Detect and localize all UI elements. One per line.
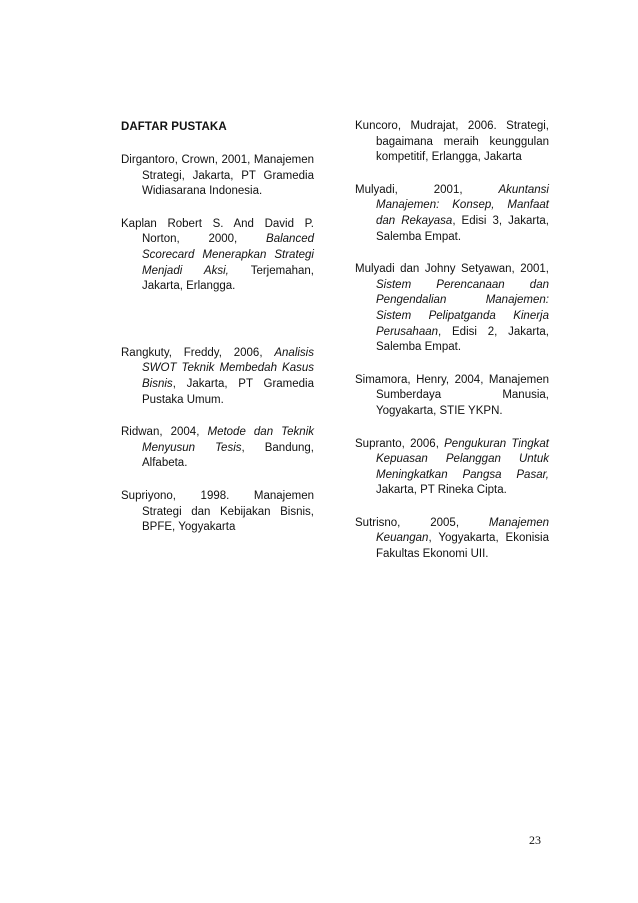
reference-title: Manajemen Keuangan <box>376 516 549 545</box>
reference-title: Pengukuran Tingkat Kepuasan Pelanggan Untuk Meningkatkan Pangsa Pasar, <box>376 437 549 481</box>
bibliography-heading: DAFTAR PUSTAKA <box>121 121 227 133</box>
page-number: 23 <box>529 833 541 847</box>
reference-entry <box>121 346 314 408</box>
reference-entry <box>355 373 549 420</box>
reference-title: Balanced Scorecard Menerapkan Strategi Menjadi Aksi, <box>142 233 314 277</box>
reference-text: Kaplan Robert S. And David P. Norton, 2000, <box>121 217 314 246</box>
reference-text: Kuncoro, Mudrajat, 2006. Strategi, bagaimana meraih keunggulan kompetitif, Erlangga, Jakarta <box>355 120 549 164</box>
reference-entry <box>121 153 314 200</box>
reference-entry <box>355 437 549 499</box>
reference-detail: , Jakarta, PT Gramedia Pustaka Umum. <box>142 377 314 406</box>
left-column <box>121 119 314 536</box>
reference-detail: , Edisi 3, Jakarta, Salemba Empat. <box>376 214 549 243</box>
right-column <box>355 119 549 563</box>
reference-entry <box>355 262 549 356</box>
reference-entry <box>121 425 314 472</box>
reference-entry <box>355 183 549 245</box>
reference-entry <box>355 516 549 563</box>
reference-detail: , Edisi 2, Jakarta, Salemba Empat. <box>376 325 549 354</box>
reference-detail: , Bandung, Alfabeta. <box>142 441 314 470</box>
reference-text: Mulyadi dan Johny Setyawan, 2001, <box>355 263 549 276</box>
reference-entry <box>121 489 314 536</box>
reference-text: Mulyadi, 2001, <box>355 183 499 196</box>
reference-title: Metode dan Teknik Menyusun Tesis <box>142 426 314 454</box>
reference-title: Sistem Perencanaan dan Pengendalian Manajemen: Sistem Pelipatganda Kinerja Perusahaan <box>376 278 549 338</box>
reference-detail: , Yogyakarta, Ekonisia Fakultas Ekonomi UII. <box>376 532 549 561</box>
reference-text: Sutrisno, 2005, <box>355 516 489 529</box>
reference-text: Ridwan, 2004, <box>121 426 208 439</box>
reference-text: Supriyono, 1998. Manajemen Strategi dan Kebijakan Bisnis, BPFE, Yogyakarta <box>121 489 314 534</box>
reference-title: Analisis SWOT Teknik Membedah Kasus Bisnis <box>142 346 314 390</box>
reference-text: Rangkuty, Freddy, 2006, <box>121 346 275 359</box>
reference-detail: Terjemahan, Jakarta, Erlangga. <box>142 264 314 293</box>
reference-text: Supranto, 2006, <box>355 437 445 450</box>
reference-text: Simamora, Henry, 2004, Manajemen Sumberdaya Manusia, Yogyakarta, STIE YKPN. <box>355 373 549 417</box>
reference-entry <box>355 119 549 166</box>
reference-entry <box>121 217 314 295</box>
reference-detail: Jakarta, PT Rineka Cipta. <box>376 484 507 497</box>
reference-title: Akuntansi Manajemen: Konsep, Manfaat dan Rekayasa <box>376 183 549 227</box>
reference-text: Dirgantoro, Crown, 2001, Manajemen Strategi, Jakarta, PT Gramedia Widiasarana Indonesia. <box>121 154 314 198</box>
